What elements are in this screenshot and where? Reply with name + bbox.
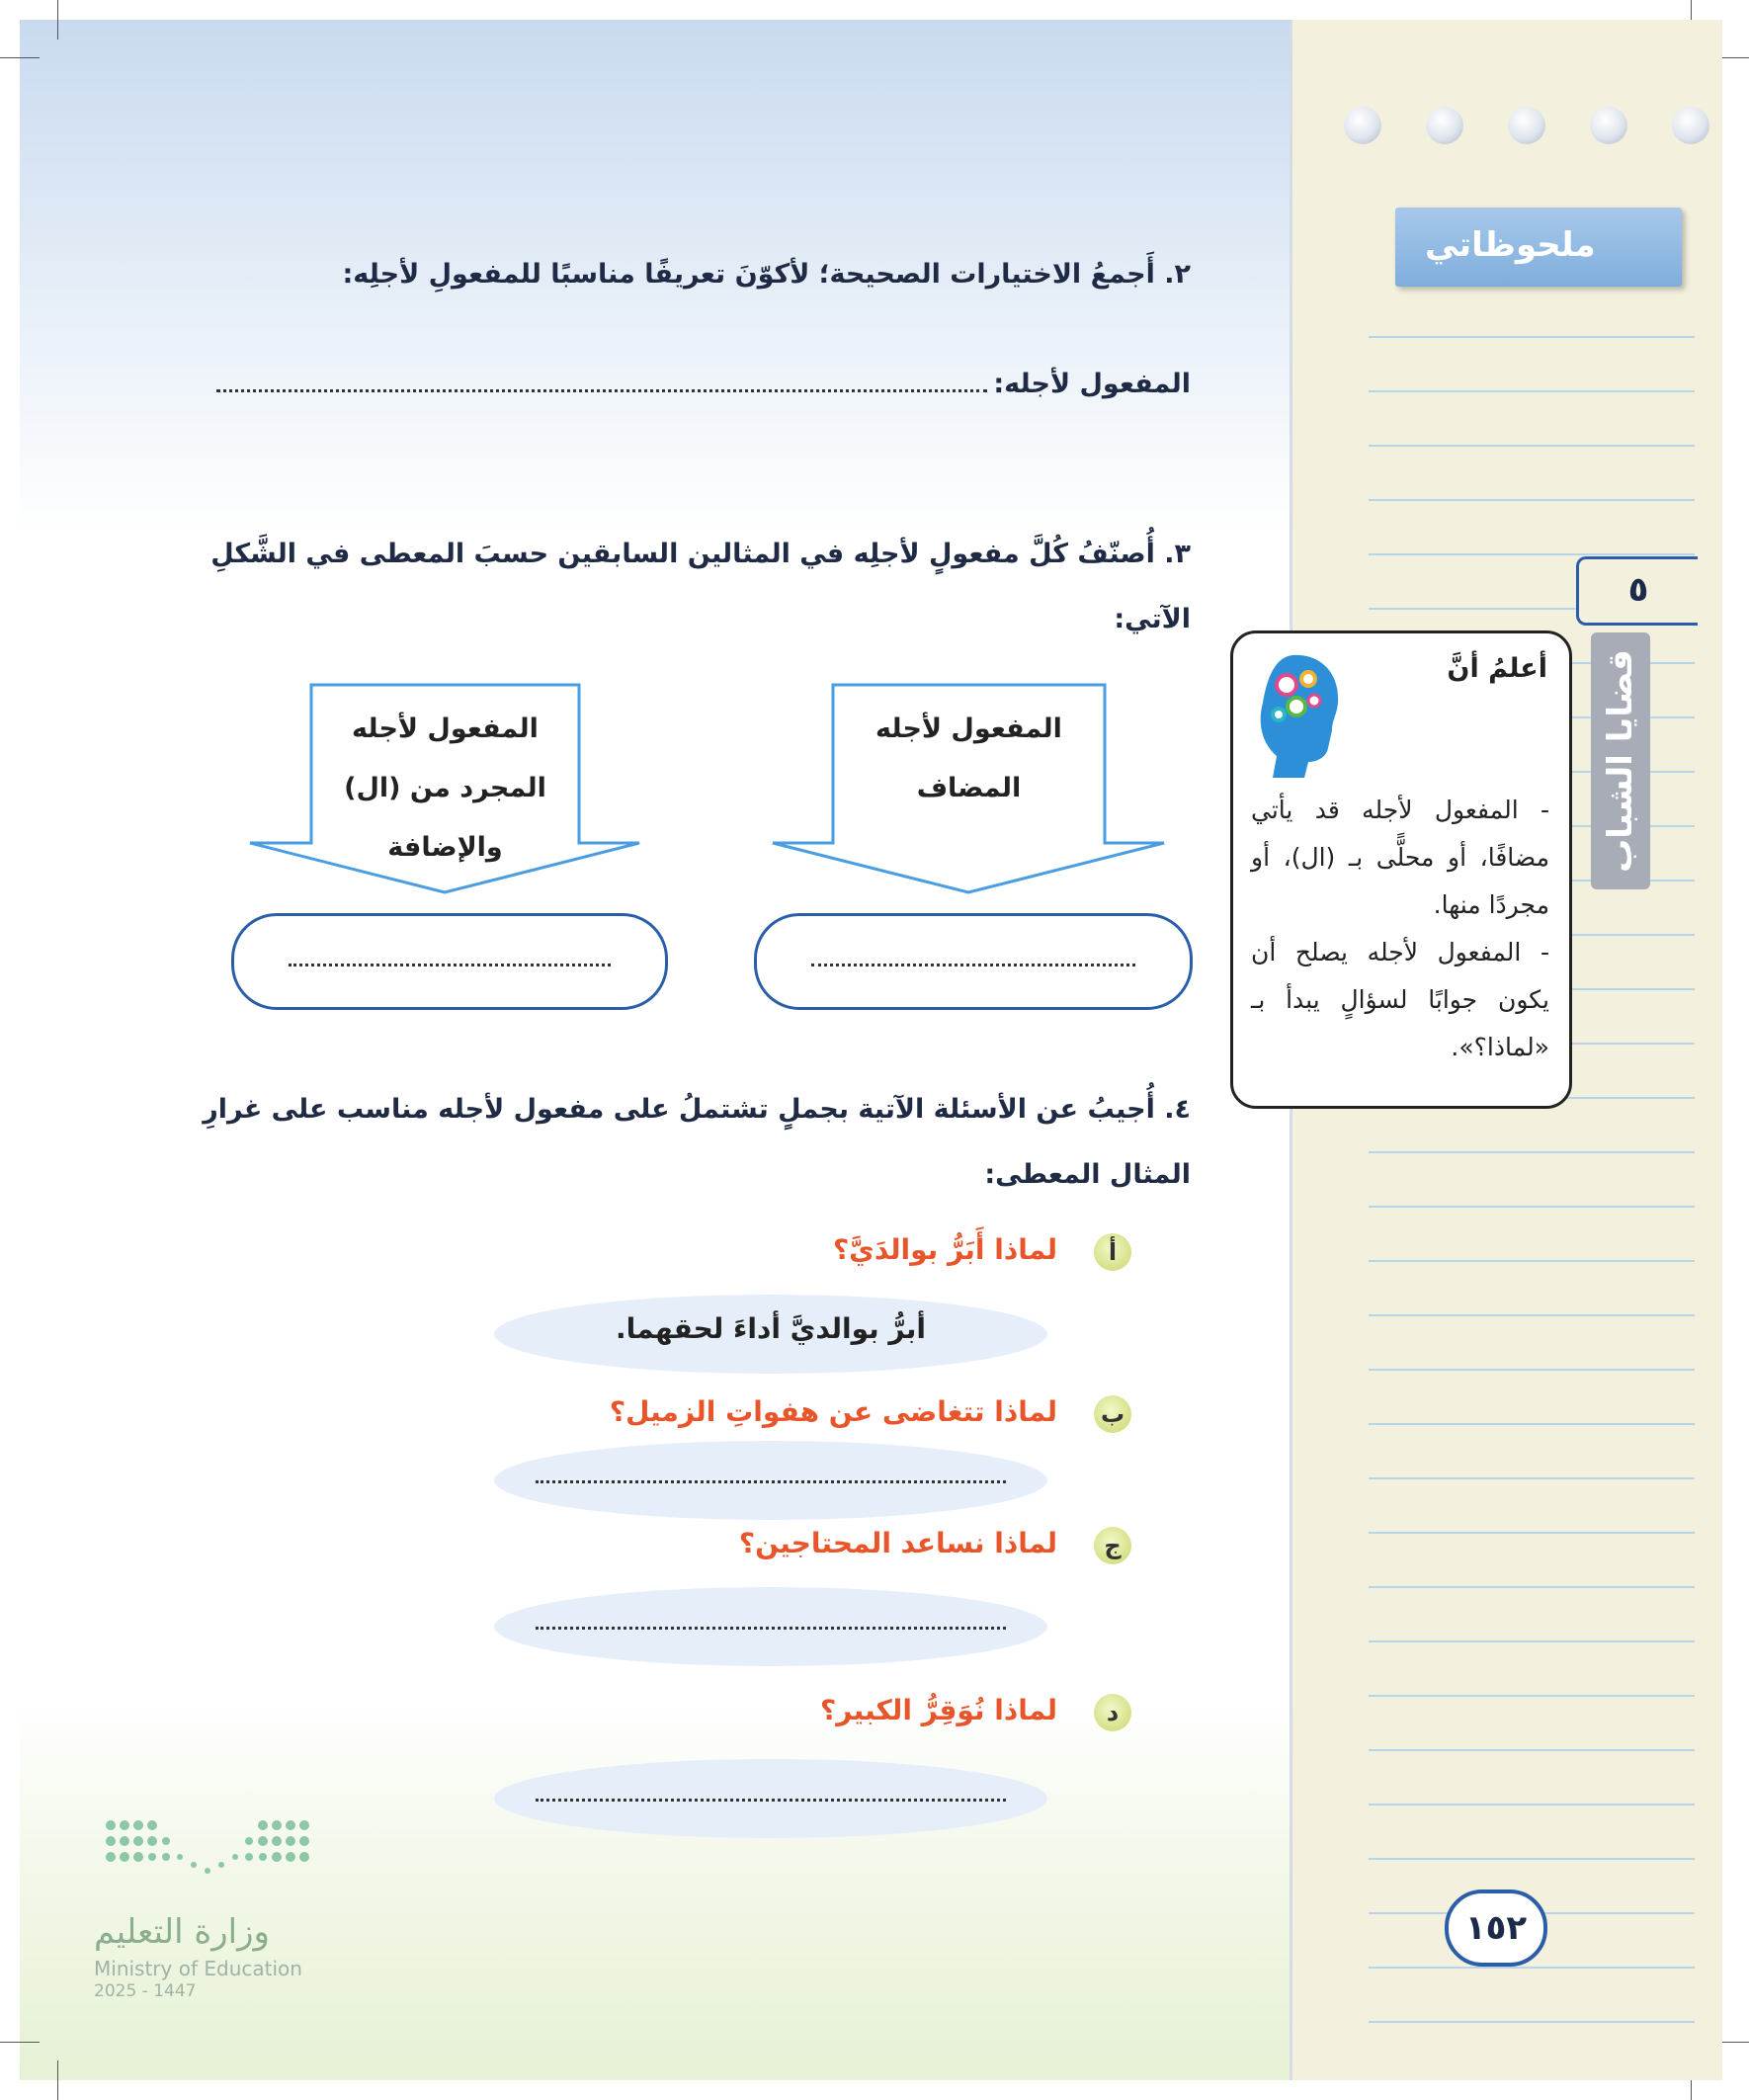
page-number: ١٥٢ <box>1445 1890 1547 1967</box>
chapter-number: ٥ <box>1576 556 1698 626</box>
info-point-2: - المفعول لأجله يصلح أن يكون جوابًا لسؤالٍ يبدأ بـ «لماذا؟». <box>1251 938 1549 1061</box>
label-mujarrad-line1: المفعول لأجله <box>352 714 539 744</box>
answer-line <box>536 1799 1006 1802</box>
note-line <box>1369 1749 1695 1751</box>
ministry-name-ar: وزارة التعليم <box>94 1912 270 1952</box>
ministry-logo-icon <box>99 1813 316 1892</box>
edition-year: 2025 - 1447 <box>94 1981 197 2001</box>
note-line <box>1369 1640 1695 1642</box>
note-line <box>1369 1369 1695 1371</box>
example-answer: أبرُّ بوالديَّ أداءَ لحقهما. <box>616 1312 926 1345</box>
item-question: لماذا أَبَرُّ بوالدَيَّ؟ <box>832 1233 1057 1266</box>
note-line <box>1369 1695 1695 1697</box>
answer-line <box>536 1627 1006 1630</box>
notes-title: ملحوظاتي <box>1425 225 1596 265</box>
item-question: لماذا نساعد المحتاجين؟ <box>738 1527 1057 1559</box>
note-line <box>1369 1260 1695 1262</box>
crop-mark <box>0 2042 40 2043</box>
answer-line <box>289 964 611 966</box>
label-mudaf <box>833 700 1105 818</box>
item-question: لماذا نُوَقِرُّ الكبير؟ <box>820 1694 1057 1726</box>
label-mujarrad-line3: والإضافة <box>387 832 503 863</box>
answer-area[interactable] <box>494 1441 1047 1520</box>
note-line <box>1369 1532 1695 1534</box>
note-line <box>1369 1314 1695 1316</box>
note-line <box>1369 1858 1695 1860</box>
item-letter: ب <box>1094 1395 1131 1433</box>
answer-line <box>811 964 1135 966</box>
answer-area <box>494 1295 1047 1374</box>
answer-mujarrad[interactable] <box>231 913 668 1010</box>
note-line <box>1369 2021 1695 2023</box>
item-letter: ج <box>1094 1527 1131 1564</box>
unit-title: قضايا الشباب <box>1601 649 1640 873</box>
ministry-name-en: Ministry of Education <box>94 1957 302 1980</box>
label-mujarrad <box>311 700 579 878</box>
note-line <box>1369 1206 1695 1208</box>
answer-line <box>536 1480 1006 1483</box>
question-3: ٣. أُصنّفُ كُلَّ مفعولٍ لأجلِه في المثالين السابقين حسبَ المعطى في الشَّكلِ الآتي: <box>210 539 1191 634</box>
note-line <box>1369 1423 1695 1425</box>
question-2: ٢. أَجمعُ الاختيارات الصحيحة؛ لأكوّنَ تعريفًا مناسبًا للمفعولِ لأجلِه: <box>342 259 1191 290</box>
note-line <box>1369 1586 1695 1588</box>
label-mujarrad-line2: المجرد من (ال) <box>344 773 546 803</box>
label-mudaf-line2: المضاف <box>916 773 1022 803</box>
question-4: ٤. أُجيبُ عن الأسئلة الآتية بجملٍ تشتملُ على مفعول لأجله مناسب على غرارِ المثال المعطى: <box>203 1094 1191 1190</box>
definition-label: المفعول لأجله: <box>993 369 1191 399</box>
head-gears-icon <box>1253 645 1347 784</box>
note-line <box>1369 1804 1695 1806</box>
note-line <box>1369 1967 1695 1969</box>
item-letter: د <box>1094 1694 1131 1731</box>
item-letter: أ <box>1094 1233 1131 1271</box>
note-line <box>1369 1477 1695 1479</box>
info-box-title: أعلمُ أنَّ <box>1447 653 1547 684</box>
answer-mudaf[interactable] <box>754 913 1193 1010</box>
info-box <box>1230 630 1572 1109</box>
answer-area[interactable] <box>494 1759 1047 1838</box>
label-mudaf-line1: المفعول لأجله <box>875 714 1062 744</box>
item-question: لماذا تتغاضى عن هفواتِ الزميل؟ <box>609 1395 1057 1428</box>
info-point-1: - المفعول لأجله قد يأتي مضافًا، أو محلًّى بـ (ال)، أو مجردًا منها. <box>1251 796 1549 919</box>
note-line <box>1369 1151 1695 1153</box>
crop-mark <box>57 2060 58 2100</box>
answer-area[interactable] <box>494 1587 1047 1666</box>
info-box-text <box>1251 787 1549 1071</box>
